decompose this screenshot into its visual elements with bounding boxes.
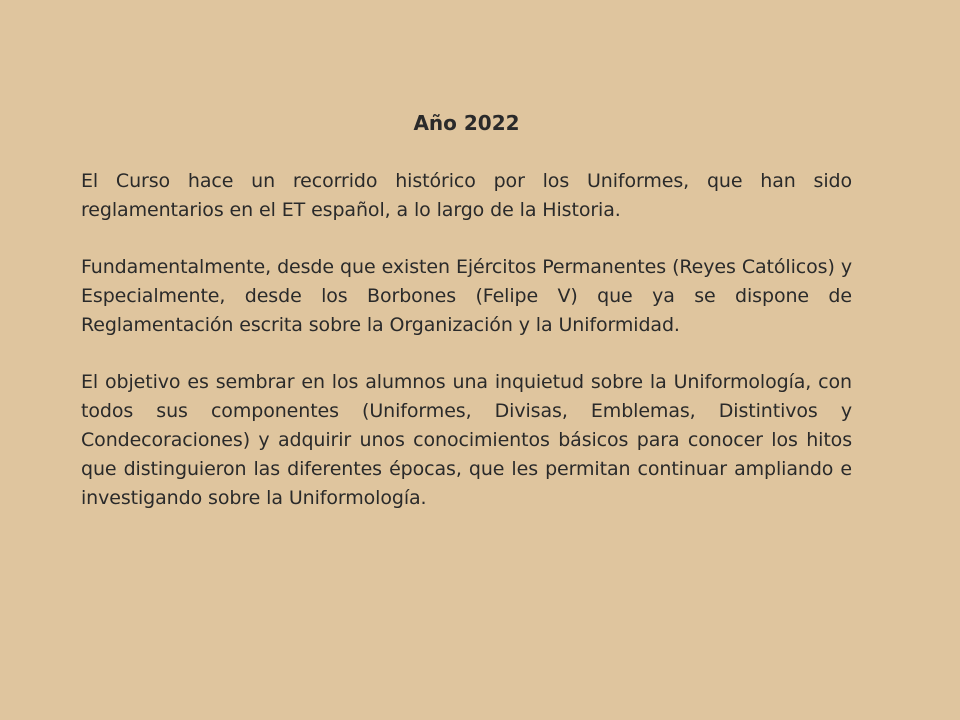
paragraph-history: Fundamentalmente, desde que existen Ejércitos Permanentes (Reyes Católicos) y Especialmente, desde los Borbones (Felipe V) que ya se dispone de Reglamentación escrita sobre la Organización y la Uniformidad. [81,256,852,336]
paragraph-objective: El objetivo es sembrar en los alumnos una inquietud sobre la Uniformología, con todos sus componentes (Uniformes, Divisas, Emblemas, Distintivos y Condecoraciones) y adquirir unos conocimientos básicos para conocer los hitos que distinguieron las diferentes épocas, que les permitan continuar ampliando e investigando sobre la Uniformología. [81,371,852,509]
slide-title: Año 2022 [413,111,520,135]
slide-body [81,167,852,541]
paragraph-intro: El Curso hace un recorrido histórico por los Uniformes, que han sido reglamentarios en el ET español, a lo largo de la Historia. [81,170,852,221]
